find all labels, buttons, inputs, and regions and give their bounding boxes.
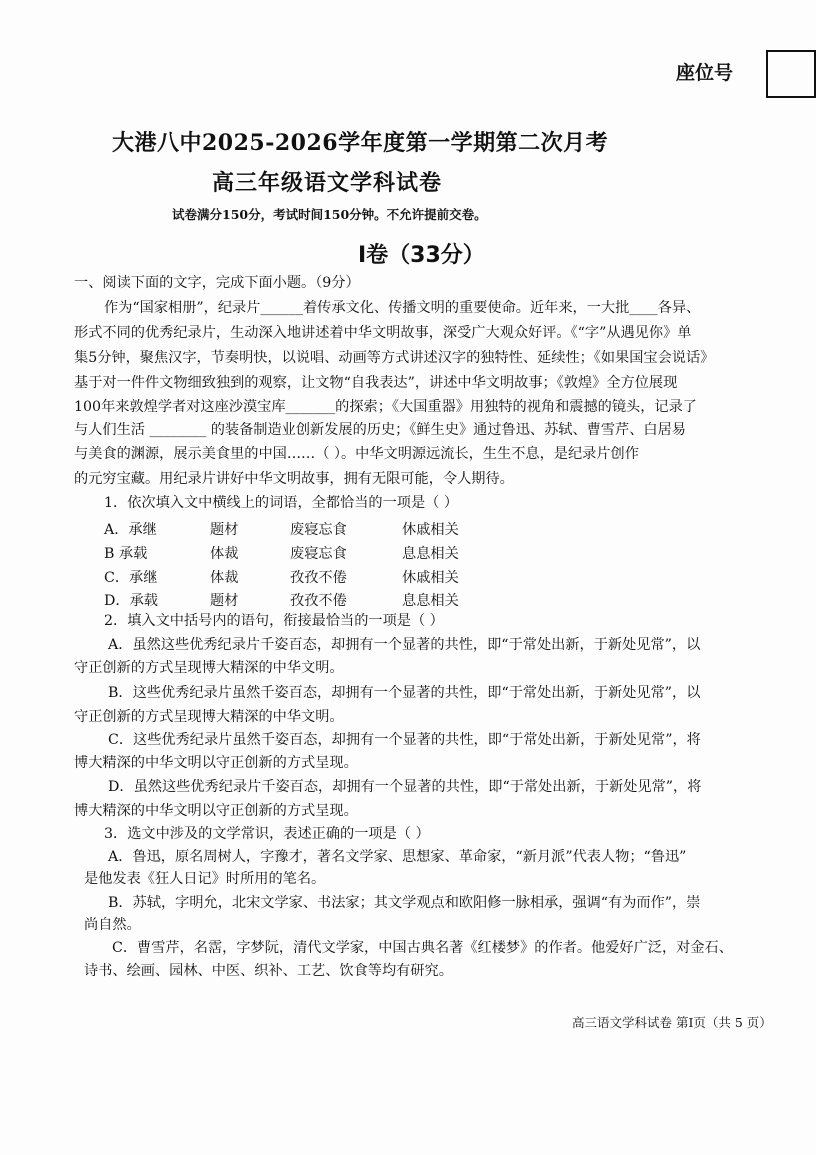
q2-option-line: C．这些优秀纪录片虽然千姿百态，却拥有一个显著的共性，即“于常处出新，于新处见常”，将 — [108, 732, 701, 748]
q1-option-a-word-2: 废寝忘食 — [290, 522, 347, 538]
q2-option-line: B．这些优秀纪录片虽然千姿百态，却拥有一个显著的共性，即“于常处出新，于新处见常”，以 — [108, 685, 701, 701]
question-1-stem: 1．依次填入文中横线上的词语，全都恰当的一项是（ ） — [104, 495, 459, 511]
passage-line: 与人们生活 ________ 的装备制造业创新发展的历史；《鲜生史》通过鲁迅、苏轼、曹雪芹、白居易 — [74, 422, 686, 438]
passage-line: 集5分钟，聚焦汉字，节奏明快，以说唱、动画等方式讲述汉字的独特性、延续性；《如果国宝会说话》 — [74, 350, 715, 366]
q2-option-line: 博大精深的中华文明以守正创新的方式呈现。 — [74, 755, 358, 771]
q3-option-line: B．苏轼，字明允，北宋文学家、书法家；其文学观点和欧阳修一脉相承，强调“有为而作”，崇 — [108, 895, 701, 911]
q1-option-a-word-3: 休戚相关 — [402, 522, 459, 538]
q2-option-line: 守正创新的方式呈现博大精深的中华文明。 — [74, 709, 344, 725]
question-2-stem: 2．填入文中括号内的语句，衔接最恰当的一项是（ ） — [104, 613, 444, 629]
q2-option-line: A．虽然这些优秀纪录片千姿百态，却拥有一个显著的共性，即“于常处出新，于新处见常”，以 — [108, 637, 701, 653]
question-intro: 一、阅读下面的文字，完成下面小题。（9分） — [74, 275, 360, 291]
q1-option-b-letter: B 承载 — [104, 546, 148, 562]
passage-line: 与美食的渊源，展示美食里的中国……（ ）。中华文明源远流长，生生不息，是纪录片创作 — [74, 446, 639, 462]
section-title: I卷（33分） — [358, 243, 485, 268]
q3-option-line: C．曹雪芹，名霑，字梦阮，清代文学家，中国古典名著《红楼梦》的作者。他爱好广泛，对金石、 — [112, 940, 733, 956]
passage-line: 的元穷宝藏。用纪录片讲好中华文明故事，拥有无限可能，令人期待。 — [74, 471, 514, 487]
passage-line: 形式不同的优秀纪录片，生动深入地讲述着中华文明故事，深受广大观众好评。《“字”从遇见你》单 — [74, 325, 692, 341]
q3-option-line: A．鲁迅，原名周树人，字豫才，著名文学家、思想家、革命家，“新月派”代表人物；“鲁迅” — [108, 849, 687, 865]
q1-option-d-letter: D．承载 — [104, 593, 158, 609]
q2-option-line: 博大精深的中华文明以守正创新的方式呈现。 — [74, 803, 358, 819]
seat-number-box — [766, 50, 816, 98]
exam-title: 大港八中2025-2026学年度第一学期第二次月考 — [112, 130, 609, 156]
q2-option-line: D．虽然这些优秀纪录片千姿百态，却拥有一个显著的共性，即“于常处出新，于新处见常”，将 — [108, 779, 702, 795]
seat-number-label: 座位号 — [676, 62, 734, 84]
q1-option-b-word-1: 体裁 — [210, 546, 239, 562]
q3-option-line: 诗书、绘画、园林、中医、织补、工艺、饮食等均有研究。 — [84, 963, 453, 979]
q3-option-line: 是他发表《狂人日记》时所用的笔名。 — [84, 871, 326, 887]
q1-option-b-word-2: 废寝忘食 — [290, 546, 347, 562]
passage-line: 100年来敦煌学者对这座沙漠宝库_______的探索；《大国重器》用独特的视角和震撼的镜头，记录了 — [74, 399, 697, 415]
exam-note: 试卷满分150分，考试时间150分钟。不允许提前交卷。 — [172, 207, 487, 222]
q1-option-d-word-3: 息息相关 — [402, 593, 459, 609]
passage-line: 作为“国家相册”，纪录片______着传承文化、传播文明的重要使命。近年来，一大批____各异、 — [104, 300, 701, 316]
q1-option-c-letter: C．承继 — [104, 570, 158, 586]
passage-line: 基于对一件件文物细致独到的观察，让文物“自我表达”，讲述中华文明故事；《敦煌》全方位展现 — [74, 375, 678, 391]
q1-option-c-word-2: 孜孜不倦 — [290, 570, 347, 586]
page-footer: 高三语文学科试卷 第I页（共 5 页） — [572, 1015, 772, 1030]
q1-option-c-word-1: 体裁 — [210, 570, 239, 586]
q1-option-a-letter: A．承继 — [104, 522, 157, 538]
q2-option-line: 守正创新的方式呈现博大精深的中华文明。 — [74, 660, 344, 676]
q3-option-line: 尚自然。 — [84, 917, 141, 933]
q1-option-d-word-2: 孜孜不倦 — [290, 593, 347, 609]
q1-option-b-word-3: 息息相关 — [402, 546, 459, 562]
q1-option-a-word-1: 题材 — [210, 522, 239, 538]
q1-option-c-word-3: 休戚相关 — [402, 570, 459, 586]
exam-subtitle: 高三年级语文学科试卷 — [212, 170, 443, 196]
q1-option-d-word-1: 题材 — [210, 593, 239, 609]
question-3-stem: 3．选文中涉及的文学常识，表述正确的一项是（ ） — [104, 826, 430, 842]
